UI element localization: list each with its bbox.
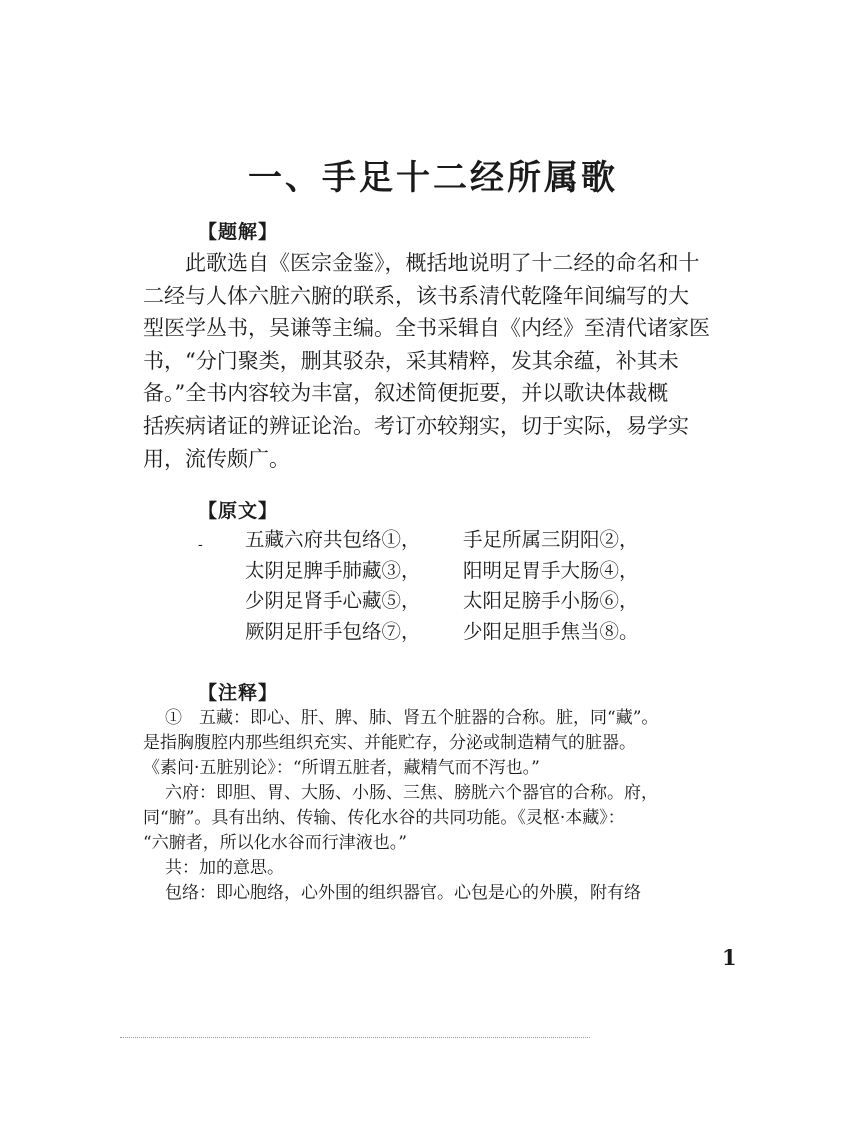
- note-line: ① 五藏：即心、肝、脾、肺、肾五个脏器的合称。脏，同“藏”。: [165, 708, 659, 728]
- verse-first-half: 厥阴足肝手包络⑦，: [245, 619, 421, 643]
- note-line: 共：加的意思。: [165, 858, 284, 878]
- paragraph-line: 型医学丛书，吴谦等主编。全书采辑自《内经》至清代诸家医: [143, 316, 710, 341]
- poem-verse: [245, 525, 639, 556]
- verse-first-half: 太阴足脾手肺藏③，: [245, 558, 421, 582]
- margin-mark: -: [198, 537, 203, 553]
- poem-verse: [245, 556, 639, 587]
- paragraph-line: 此歌选自《医宗金鉴》，概括地说明了十二经的命名和十: [185, 251, 700, 275]
- page-number: 1: [722, 945, 737, 970]
- verse-second-half: 手足所属三阴阳②，: [463, 528, 639, 551]
- paragraph-line: 书，“分门聚类，删其驳杂，采其精粹，发其余蕴，补其未: [143, 348, 679, 373]
- verse-second-half: 少阳足胆手焦当⑧。: [463, 619, 639, 643]
- section-heading-tijie: 【题解】: [198, 221, 279, 243]
- verse-second-half: 阳明足胃手大肠④，: [463, 558, 639, 582]
- paragraph-line: 括疾病诸证的辨证论治。考订亦较翔实，切于实际，易学实: [143, 413, 689, 438]
- paragraph-line: 二经与人体六脏六腑的联系，该书系清代乾隆年间编写的大: [143, 283, 689, 308]
- note-line: 六府：即胆、胃、大肠、小肠、三焦、膀胱六个器官的合称。府，: [165, 783, 658, 803]
- scan-artifact-rule: [120, 1037, 590, 1038]
- tijie-paragraph: [143, 247, 763, 475]
- poem-verse: [245, 617, 639, 648]
- section-heading-yuanwen: 【原文】: [198, 500, 279, 522]
- paragraph-line: 用，流传颇广。: [143, 446, 290, 471]
- note-line: 同“腑”。具有出纳、传输、传化水谷的共同功能。《灵枢·本藏》：: [143, 808, 625, 828]
- verse-first-half: 五藏六府共包络①，: [245, 528, 421, 551]
- verse-first-half: 少阴足肾手心藏⑤，: [245, 589, 421, 612]
- note-line: 《素问·五脏别论》：“所谓五脏者，藏精气而不泻也。”: [143, 758, 540, 778]
- poem-verse: [245, 586, 639, 617]
- note-line: “六腑者，所以化水谷而行津液也。”: [143, 833, 407, 853]
- section-heading-zhushi: 【注释】: [198, 682, 279, 704]
- note-line: 是指胸腹腔内那些组织充实、并能贮存，分泌或制造精气的脏器。: [143, 733, 636, 753]
- poem-block: [245, 525, 639, 647]
- verse-second-half: 太阳足膀手小肠⑥，: [463, 589, 639, 612]
- notes-block: [143, 706, 763, 906]
- page-title: 一、手足十二经所属歌: [248, 158, 618, 198]
- paragraph-line: 备。”全书内容较为丰富，叙述简便扼要，并以歌诀体裁概: [143, 381, 669, 406]
- note-line: 包络：即心胞络，心外围的组织器官。心包是心的外膜，附有络: [165, 883, 641, 903]
